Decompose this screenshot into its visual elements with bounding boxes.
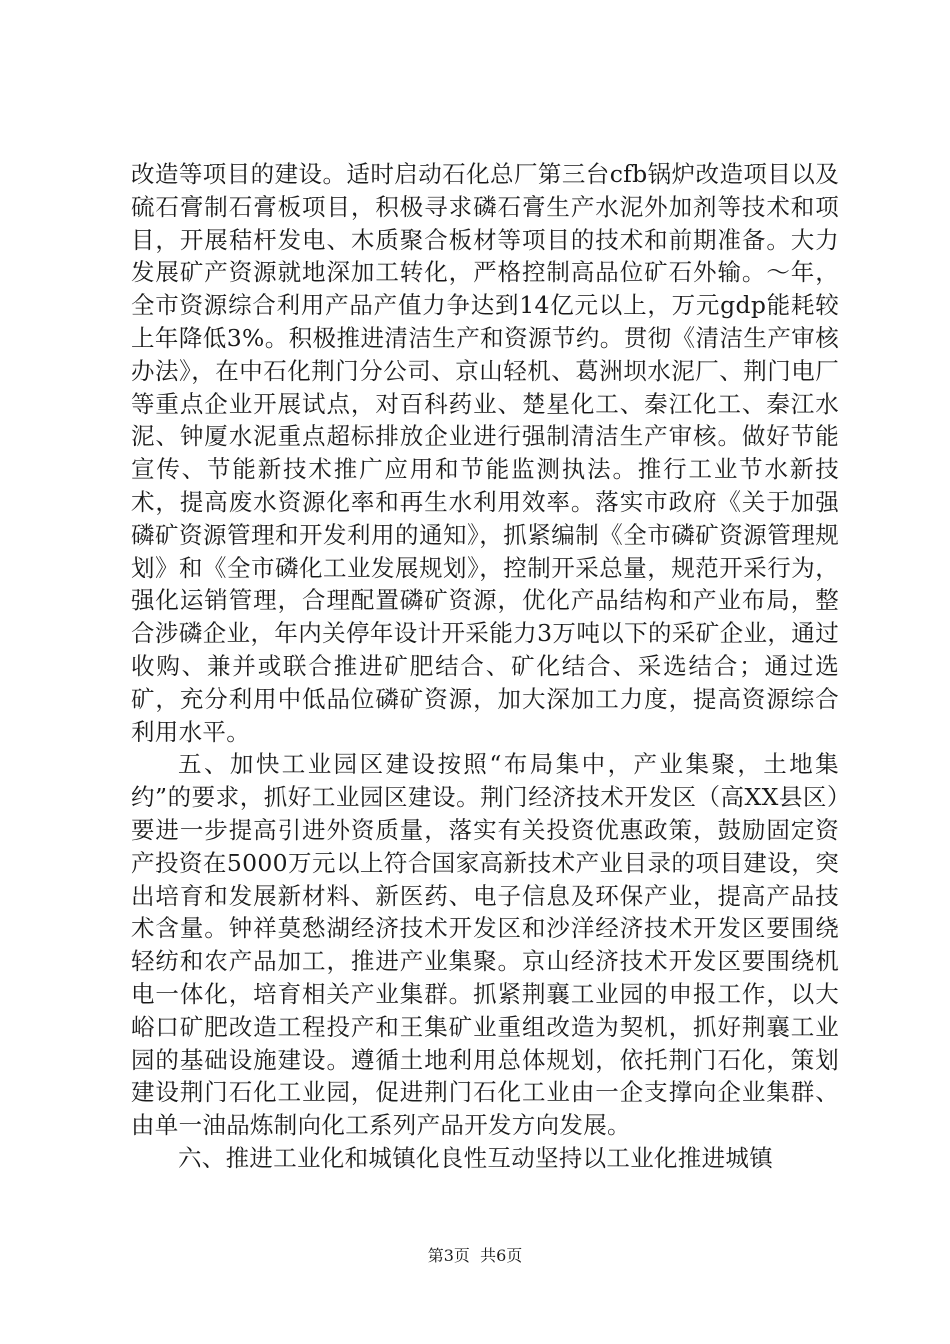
paragraph-1: 改造等项目的建设。适时启动石化总厂第三台cfb锅炉改造项目以及硫石膏制石膏板项目，积极寻求磷石膏生产水泥外加剂等技术和项目，开展秸杆发电、木质聚合板材等项目的技术和前期准备。大力发展矿产资源就地深加工转化，严格控制高品位矿石外输。～年，全市资源综合利用产品产值力争达到14亿元以上，万元gdp能耗较上年降低3%。积极推进清洁生产和资源节约。贯彻《清洁生产审核办法》，在中石化荆门分公司、京山轻机、葛洲坝水泥厂、荆门电厂等重点企业开展试点，对百科药业、楚星化工、秦江化工、秦江水泥、钟厦水泥重点超标排放企业进行强制清洁生产审核。做好节能宣传、节能新技术推广应用和节能监测执法。推行工业节水新技术，提高废水资源化率和再生水利用效率。落实市政府《关于加强磷矿资源管理和开发利用的通知》，抓紧编制《全市磷矿资源管理规划》和《全市磷化工业发展规划》，控制开采总量，规范开采行为，强化运销管理，合理配置磷矿资源，优化产品结构和产业布局，整合涉磷企业，年内关停年设计开采能力3万吨以下的采矿企业，通过收购、兼并或联合推进矿肥结合、矿化结合、采选结合；通过选矿，充分利用中低品位磷矿资源，加大深加工力度，提高资源综合利用水平。 — [131, 160, 839, 746]
paragraph-3: 六、推进工业化和城镇化良性互动坚持以工业化推进城镇 — [178, 1143, 773, 1172]
page-footer — [0, 1243, 950, 1266]
paragraph-2: 五、加快工业园区建设按照“布局集中，产业集聚，土地集约”的要求，抓好工业园区建设。荆门经济技术开发区（高XX县区）要进一步提高引进外资质量，落实有关投资优惠政策，鼓励固定资产投资在5000万元以上符合国家高新技术产业目录的项目建设，突出培育和发展新材料、新医药、电子信息及环保产业，提高产品技术含量。钟祥莫愁湖经济技术开发区和沙洋经济技术开发区要围绕轻纺和农产品加工，推进产业集聚。京山经济技术开发区要围绕机电一体化，培育相关产业集群。抓紧荆襄工业园的申报工作，以大峪口矿肥改造工程投产和王集矿业重组改造为契机，抓好荆襄工业园的基础设施建设。遵循土地利用总体规划，依托荆门石化，策划建设荆门石化工业园，促进荆门石化工业由一企支撑向企业集群、由单一油品炼制向化工系列产品开发方向发展。 — [131, 750, 839, 1140]
page-number-label: 第3页 共6页 — [427, 1246, 523, 1265]
document-body — [131, 158, 839, 1175]
